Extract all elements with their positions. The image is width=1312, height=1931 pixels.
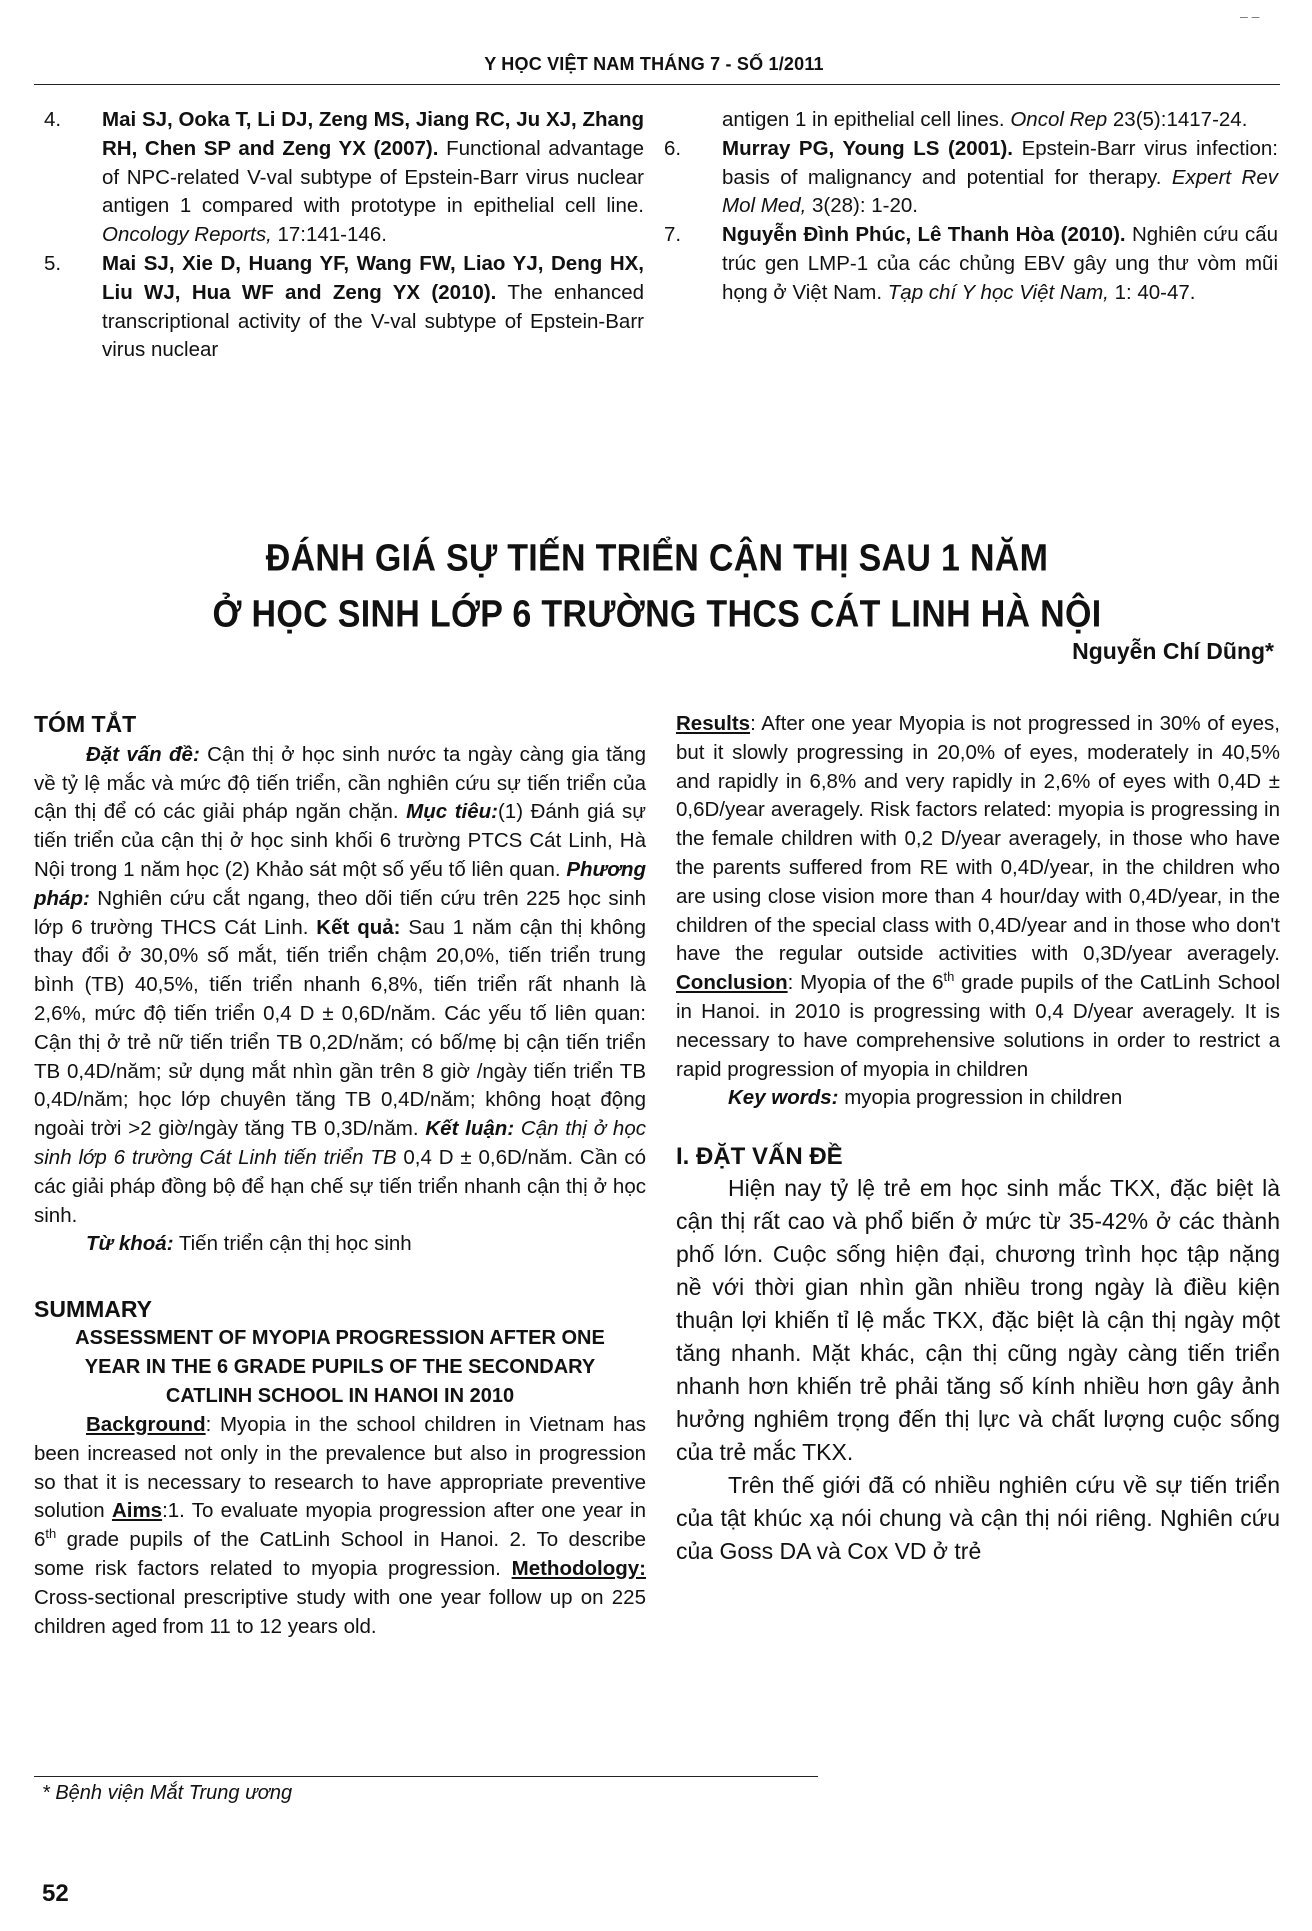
running-header: Y HỌC VIỆT NAM THÁNG 7 - SỐ 1/2011 (484, 54, 824, 74)
reference-item (34, 250, 644, 365)
text-conclusion-cont: grade pupils of the CatLinh School in Hanoi. in 2010 is progressing with 0,4 D/year averagely. It is necessary to have comprehensive solutions in order to restrict a rapid progression of myopia in children (676, 971, 1281, 1081)
label-muc-tieu: Mục tiêu: (406, 800, 498, 824)
text-dat-van-de: Cận thị ở học sinh nước ta ngày càng gia tăng về tỷ lệ mắc và mức độ tiến triển, cần nghiên cứu sự tiến triển của cận thị để có các giải pháp ngăn chặn. (34, 742, 646, 824)
reference-authors: Mai SJ, Xie D, Huang YF, Wang FW, Liao YJ, Deng HX, Liu WJ, Hua WF and Zeng YX (2010). (102, 251, 644, 304)
label-tu-khoa: Từ khoá: (86, 1232, 174, 1256)
label-results: Results (676, 712, 751, 735)
reference-authors: Nguyễn Đình Phúc, Lê Thanh Hòa (2010). (722, 223, 1126, 247)
reference-detail: 17:141-146. (277, 223, 387, 247)
label-dat-van-de: Đặt vấn đề: (86, 742, 200, 766)
reference-number: 5. (44, 251, 62, 275)
reference-detail: 3(28): 1-20. (812, 194, 918, 218)
reference-journal: Oncol Rep (1010, 108, 1108, 131)
reference-journal: Oncology Reports, (102, 223, 272, 247)
reference-authors: Murray PG, Young LS (2001). (722, 136, 1013, 160)
reference-text: Nghiên cứu cấu trúc gen LMP-1 của các chủng EBV gây ung thư vòm mũi họng ở Việt Nam. (722, 223, 1279, 304)
section1-paragraph-1: Hiện nay tỷ lệ trẻ em học sinh mắc TKX, đặc biệt là cận thị rất cao và phổ biến ở mức từ 35-42% ở các thành phố lớn. Cuộc sống hiện đại, chương trình học tập nặng nề với thời gian nhìn gần nhiều trong ngày là điều kiện thuận lợi khiến tỉ lệ mắc TKX, đặc biệt là cận thị ngày một tăng nhanh. Mặt khác, cận thị cũng ngày càng tiến triển nhanh hơn khiến trẻ phải tăng số kính nhiều hơn gây ảnh hưởng nghiêm trọng đến thị lực và chất lượng cuộc sống của trẻ mắc TKX. (676, 1174, 1280, 1465)
text-phuong-phap: Nghiên cứu cắt ngang, theo dõi tiến cứu trên 225 học sinh lớp 6 trường THCS Cát Linh. (34, 886, 646, 939)
reference-authors: Mai SJ, Ooka T, Li DJ, Zeng MS, Jiang RC, Ju XJ, Zhang RH, Chen SP and Zeng YX (2007). (102, 108, 644, 160)
label-keywords: Key words: (728, 1086, 839, 1110)
reference-text: antigen 1 in epithelial cell lines. (722, 108, 1005, 131)
reference-detail: 1: 40-47. (1114, 280, 1196, 304)
footnote: * Bệnh viện Mắt Trung ương (42, 1782, 293, 1804)
text-muc-tieu: (1) Đánh giá sự tiến triển của cận thị ở học sinh khối 6 trường PTCS Cát Linh, Hà Nội trong 1 năm học (2) Khảo sát một số yếu tố liên quan. (34, 800, 646, 881)
abstract-heading: TÓM TẮT (34, 711, 137, 737)
text-ket-luan-italic: Cận thị ở học sinh lớp 6 trường Cát Linh tiến triển TB (34, 1117, 646, 1169)
summary-body-left (34, 1411, 646, 1641)
summary-heading: SUMMARY (34, 1296, 152, 1323)
abstract-vn-body (34, 741, 646, 1231)
reference-item (34, 106, 644, 250)
text-tu-khoa: Tiến triển cận thị học sinh (178, 1232, 412, 1256)
superscript-th: th (943, 969, 955, 985)
article-title (34, 530, 1280, 642)
label-conclusion: Conclusion (676, 971, 788, 995)
abstract-column-left (34, 710, 646, 1641)
reference-text: The enhanced transcriptional activity of the V-val subtype of Epstein-Barr virus nuclear (102, 280, 645, 362)
reference-number: 7. (664, 223, 682, 247)
keywords-en (676, 1084, 1280, 1113)
superscript-th: th (45, 1526, 57, 1542)
text-ket-luan: 0,4 D ± 0,6D/năm. Cần có các giải pháp đồng bộ để hạn chế sự tiến triển nhanh cận thị ở học sinh. (34, 1145, 646, 1227)
summary-body-right (676, 710, 1280, 1084)
reference-text: Epstein-Barr virus infection: basis of malignancy and potential for therapy. (722, 136, 1278, 189)
reference-number: 4. (44, 108, 62, 131)
section-heading-dat-van-de: I. ĐẶT VẤN ĐỀ (676, 1143, 843, 1171)
label-phuong-phap: Phương pháp: (34, 857, 646, 910)
article-title-line-1: ĐÁNH GIÁ SỰ TIẾN TRIỂN CẬN THỊ SAU 1 NĂM (265, 536, 1049, 580)
section1-paragraph-2: Trên thế giới đã có nhiều nghiên cứu về sự tiến triển của tật khúc xạ nói chung và cận thị nói riêng. Nghiên cứu của Goss DA và Cox VD ở trẻ (676, 1471, 1280, 1564)
reference-item-continued (654, 106, 1278, 135)
reference-number: 6. (664, 136, 682, 160)
label-ket-luan: Kết luận: (425, 1117, 515, 1141)
keywords-vn (34, 1230, 646, 1259)
references-right (654, 106, 1278, 308)
reference-journal: Expert Rev Mol Med, (722, 165, 1278, 218)
reference-item (654, 221, 1278, 307)
text-background: : Myopia in the school children in Vietnam has been increased not only in the prevalence but also in progression so that it is necessary to research to have appropriate preventive solution (34, 1412, 646, 1523)
header-rule (34, 84, 1280, 85)
label-ket-qua: Kết quả: (316, 915, 401, 939)
text-conclusion: : Myopia of the 6 (787, 971, 944, 995)
corner-mark: – – (1240, 8, 1260, 24)
article-author: Nguyễn Chí Dũng* (1072, 638, 1274, 664)
reference-journal: Tạp chí Y học Việt Nam, (887, 280, 1109, 304)
text-results: : After one year Myopia is not progressed in 30% of eyes, but it slowly progressing in 20,0% of eyes, moderately in 40,5% and rapidly in 6,8% and very rapidly in 2,6% of eyes with 0,4D ± 0,6D/year averagely. Risk factors related: myopia is progressing in the female children with 0,2 D/year averagely, in those who have the parents suffered from RE with 0,4D/year, in the children who are using close vision more than 4 hour/day with 0,4D/year, in the children of the special class with 0,4D/year and in those who don't have the regular outside activities with 0,3D/year averagely. (676, 712, 1280, 966)
summary-title: ASSESSMENT OF MYOPIA PROGRESSION AFTER ONE YEAR IN THE 6 GRADE PUPILS OF THE SECONDARY CATLINH SCHOOL IN HANOI IN 2010 (75, 1326, 605, 1407)
page-number: 52 (42, 1880, 69, 1907)
abstract-column-right (676, 710, 1280, 1568)
label-aims: Aims (111, 1499, 163, 1523)
references-left (34, 106, 644, 365)
reference-item (654, 135, 1278, 221)
text-methodology: Cross-sectional prescriptive study with one year follow up on 225 children aged from 11 to 12 years old. (34, 1585, 646, 1638)
label-background: Background (86, 1412, 206, 1436)
text-aims: :1. To evaluate myopia progression after one year in 6 (34, 1499, 646, 1552)
footnote-rule (34, 1776, 818, 1777)
text-aims-cont: grade pupils of the CatLinh School in Hanoi. 2. To describe some risk factors related to myopia progression. (34, 1528, 646, 1580)
label-methodology: Methodology: (511, 1556, 646, 1580)
article-title-line-2: Ở HỌC SINH LỚP 6 TRƯỜNG THCS CÁT LINH HÀ NỘI (212, 592, 1102, 636)
text-keywords: myopia progression in children (844, 1086, 1123, 1110)
reference-text: Functional advantage of NPC-related V-val subtype of Epstein-Barr virus nuclear antigen 1 compared with prototype in epithelial cell line. (102, 136, 644, 218)
reference-detail: 23(5):1417-24. (1112, 108, 1248, 131)
text-ket-qua: Sau 1 năm cận thị không thay đổi ở 30,0% số mắt, tiến triển chậm 20,0%, tiến triển trung bình (TB) 40,5%, tiến triển nhanh 6,8%, tiến triển rất nhanh là 2,6%, mức độ tiến triển 0,4 D ± 0,6D/năm. Các yếu tố liên quan: Cận thị ở trẻ nữ tiến triển TB 0,2D/năm; có bố/mẹ bị cận tiến triển TB 0,4D/năm; sử dụng mắt nhìn gần trên 8 giờ /ngày tiến triển TB 0,4D/năm; học lớp chuyên tăng TB 0,4D/năm; không hoạt động ngoài trời >2 giờ/ngày tăng TB 0,3D/năm. (34, 915, 646, 1141)
